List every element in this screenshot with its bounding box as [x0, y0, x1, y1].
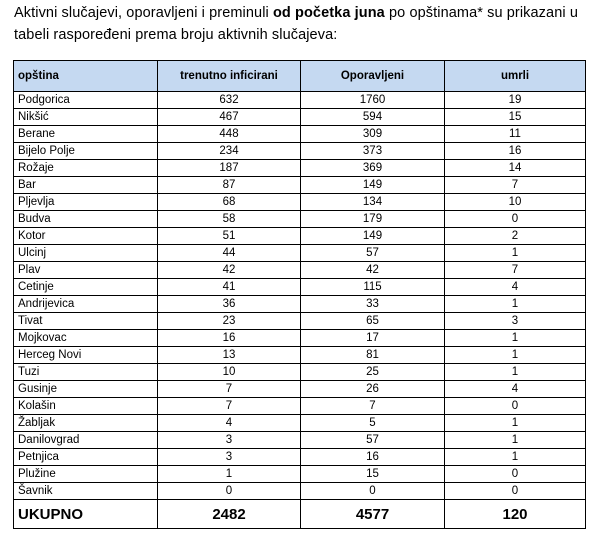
- recovered-cell: 17: [301, 330, 445, 347]
- municipality-cell: Žabljak: [14, 415, 158, 432]
- deceased-cell: 0: [445, 466, 586, 483]
- table-row: [14, 262, 586, 279]
- recovered-cell: 149: [301, 177, 445, 194]
- table-row: [14, 313, 586, 330]
- infected-cell: 632: [158, 92, 301, 109]
- header-trenutno-inficirani: trenutno inficirani: [158, 61, 301, 92]
- infected-cell: 1: [158, 466, 301, 483]
- municipality-cell: Gusinje: [14, 381, 158, 398]
- intro-text-part1: Aktivni slučajevi, oporavljeni i preminuli: [14, 5, 273, 21]
- municipality-cell: Šavnik: [14, 483, 158, 500]
- deceased-cell: 1: [445, 330, 586, 347]
- deceased-cell: 1: [445, 245, 586, 262]
- table-row: [14, 143, 586, 160]
- header-oporavljeni: Oporavljeni: [301, 61, 445, 92]
- total-infected: 2482: [158, 500, 301, 529]
- infected-cell: 41: [158, 279, 301, 296]
- table-row: [14, 364, 586, 381]
- table-row: [14, 160, 586, 177]
- recovered-cell: 373: [301, 143, 445, 160]
- municipality-cell: Mojkovac: [14, 330, 158, 347]
- recovered-cell: 26: [301, 381, 445, 398]
- deceased-cell: 1: [445, 364, 586, 381]
- deceased-cell: 7: [445, 262, 586, 279]
- infected-cell: 44: [158, 245, 301, 262]
- municipality-cell: Plužine: [14, 466, 158, 483]
- recovered-cell: 16: [301, 449, 445, 466]
- recovered-cell: 179: [301, 211, 445, 228]
- infected-cell: 234: [158, 143, 301, 160]
- intro-paragraph: [14, 2, 594, 46]
- municipality-cell: Petnjica: [14, 449, 158, 466]
- table-row: [14, 279, 586, 296]
- total-deceased: 120: [445, 500, 586, 529]
- municipality-cell: Tivat: [14, 313, 158, 330]
- recovered-cell: 1760: [301, 92, 445, 109]
- deceased-cell: 4: [445, 381, 586, 398]
- infected-cell: 10: [158, 364, 301, 381]
- recovered-cell: 0: [301, 483, 445, 500]
- deceased-cell: 0: [445, 398, 586, 415]
- intro-text-part2: po opštinama* su prikazani u tabeli raspoređeni prema broju aktivnih slučajeva:: [14, 5, 578, 43]
- deceased-cell: 4: [445, 279, 586, 296]
- deceased-cell: 16: [445, 143, 586, 160]
- deceased-cell: 1: [445, 449, 586, 466]
- infected-cell: 58: [158, 211, 301, 228]
- total-recovered: 4577: [301, 500, 445, 529]
- deceased-cell: 19: [445, 92, 586, 109]
- infected-cell: 36: [158, 296, 301, 313]
- table-row: [14, 177, 586, 194]
- infected-cell: 68: [158, 194, 301, 211]
- municipality-cell: Budva: [14, 211, 158, 228]
- municipality-cell: Bar: [14, 177, 158, 194]
- deceased-cell: 11: [445, 126, 586, 143]
- table-row: [14, 466, 586, 483]
- deceased-cell: 1: [445, 432, 586, 449]
- municipality-cell: Kolašin: [14, 398, 158, 415]
- infected-cell: 467: [158, 109, 301, 126]
- infected-cell: 42: [158, 262, 301, 279]
- table-header-row: [14, 61, 586, 92]
- table-row: [14, 92, 586, 109]
- table-row: [14, 211, 586, 228]
- recovered-cell: 369: [301, 160, 445, 177]
- recovered-cell: 15: [301, 466, 445, 483]
- municipality-cell: Bijelo Polje: [14, 143, 158, 160]
- infected-cell: 7: [158, 398, 301, 415]
- table-row: [14, 109, 586, 126]
- table-row: [14, 415, 586, 432]
- recovered-cell: 57: [301, 245, 445, 262]
- recovered-cell: 33: [301, 296, 445, 313]
- deceased-cell: 0: [445, 483, 586, 500]
- table-row: [14, 449, 586, 466]
- municipality-cell: Tuzi: [14, 364, 158, 381]
- total-row: [14, 500, 586, 529]
- recovered-cell: 594: [301, 109, 445, 126]
- deceased-cell: 14: [445, 160, 586, 177]
- table-row: [14, 483, 586, 500]
- infected-cell: 4: [158, 415, 301, 432]
- municipality-cell: Herceg Novi: [14, 347, 158, 364]
- municipality-cell: Andrijevica: [14, 296, 158, 313]
- deceased-cell: 1: [445, 415, 586, 432]
- recovered-cell: 25: [301, 364, 445, 381]
- municipality-cell: Podgorica: [14, 92, 158, 109]
- table-row: [14, 432, 586, 449]
- deceased-cell: 15: [445, 109, 586, 126]
- table-row: [14, 194, 586, 211]
- municipality-cell: Kotor: [14, 228, 158, 245]
- table-row: [14, 228, 586, 245]
- table-row: [14, 381, 586, 398]
- deceased-cell: 10: [445, 194, 586, 211]
- recovered-cell: 5: [301, 415, 445, 432]
- recovered-cell: 115: [301, 279, 445, 296]
- municipality-cell: Ulcinj: [14, 245, 158, 262]
- intro-text-bold: od početka juna: [272, 5, 385, 21]
- municipality-cell: Berane: [14, 126, 158, 143]
- recovered-cell: 81: [301, 347, 445, 364]
- deceased-cell: 1: [445, 347, 586, 364]
- municipality-cell: Nikšić: [14, 109, 158, 126]
- total-label: UKUPNO: [14, 500, 158, 529]
- municipality-cell: Danilovgrad: [14, 432, 158, 449]
- table-row: [14, 296, 586, 313]
- infected-cell: 187: [158, 160, 301, 177]
- deceased-cell: 7: [445, 177, 586, 194]
- table-row: [14, 398, 586, 415]
- deceased-cell: 0: [445, 211, 586, 228]
- recovered-cell: 134: [301, 194, 445, 211]
- recovered-cell: 7: [301, 398, 445, 415]
- table-row: [14, 330, 586, 347]
- infected-cell: 3: [158, 432, 301, 449]
- municipality-cell: Rožaje: [14, 160, 158, 177]
- table-row: [14, 245, 586, 262]
- municipality-cell: Cetinje: [14, 279, 158, 296]
- header-opstina: opština: [14, 61, 158, 92]
- cases-table: [13, 60, 586, 529]
- infected-cell: 13: [158, 347, 301, 364]
- recovered-cell: 149: [301, 228, 445, 245]
- infected-cell: 7: [158, 381, 301, 398]
- recovered-cell: 42: [301, 262, 445, 279]
- infected-cell: 3: [158, 449, 301, 466]
- table-row: [14, 347, 586, 364]
- deceased-cell: 3: [445, 313, 586, 330]
- recovered-cell: 57: [301, 432, 445, 449]
- table-row: [14, 126, 586, 143]
- municipality-cell: Pljevlja: [14, 194, 158, 211]
- municipality-cell: Plav: [14, 262, 158, 279]
- infected-cell: 87: [158, 177, 301, 194]
- header-umrli: umrli: [445, 61, 586, 92]
- infected-cell: 0: [158, 483, 301, 500]
- recovered-cell: 309: [301, 126, 445, 143]
- deceased-cell: 2: [445, 228, 586, 245]
- deceased-cell: 1: [445, 296, 586, 313]
- infected-cell: 23: [158, 313, 301, 330]
- infected-cell: 16: [158, 330, 301, 347]
- recovered-cell: 65: [301, 313, 445, 330]
- infected-cell: 448: [158, 126, 301, 143]
- infected-cell: 51: [158, 228, 301, 245]
